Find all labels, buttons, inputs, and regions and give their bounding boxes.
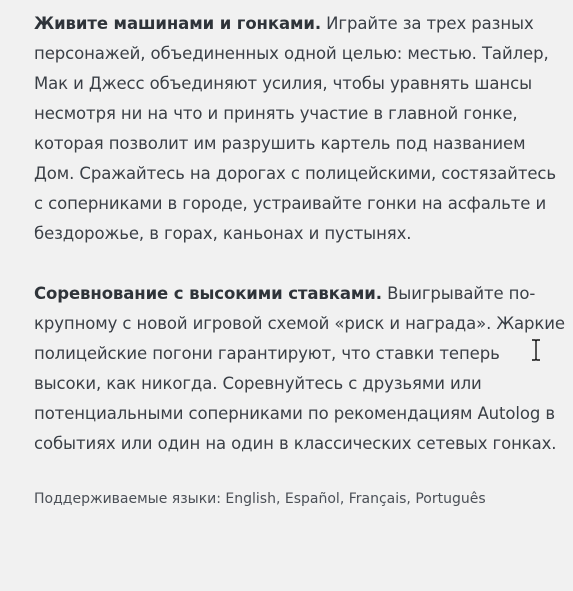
text-cursor-icon: [531, 339, 541, 361]
paragraph-1-text: Играйте за трех разных персонажей, объединенных одной целью: местью. Тайлер, Мак и Джесс объединяют усилия, чтобы уравнять шансы несмотря ни на что и принять участие в главной гонке, которая позволит им разрушить картель под названием Дом. Сражайтесь на дорогах с полицейскими, состязайтесь с соперниками в городе, устраивайте гонки на асфальте и бездорожье, в горах, каньонах и пустынях.: [34, 14, 556, 243]
paragraph-2-text: Выигрывайте по-крупному с новой игровой схемой «риск и награда». Жаркие полицейские погони гарантируют, что ставки теперь высоки, как никогда. Соревнуйтесь с друзьями или потенциальными соперниками по рекомендациям Autolog в событиях или один на один в классических сетевых гонках.: [34, 284, 565, 453]
paragraph-1-heading: Живите машинами и гонками.: [34, 14, 322, 33]
description-paragraph-1: [34, 0, 566, 249]
game-description: [34, 0, 566, 509]
description-paragraph-2: [34, 279, 566, 459]
paragraph-2-heading: Соревнование с высокими ставками.: [34, 284, 382, 303]
supported-languages: Поддерживаемые языки: English, Español, Français, Português: [34, 491, 486, 507]
